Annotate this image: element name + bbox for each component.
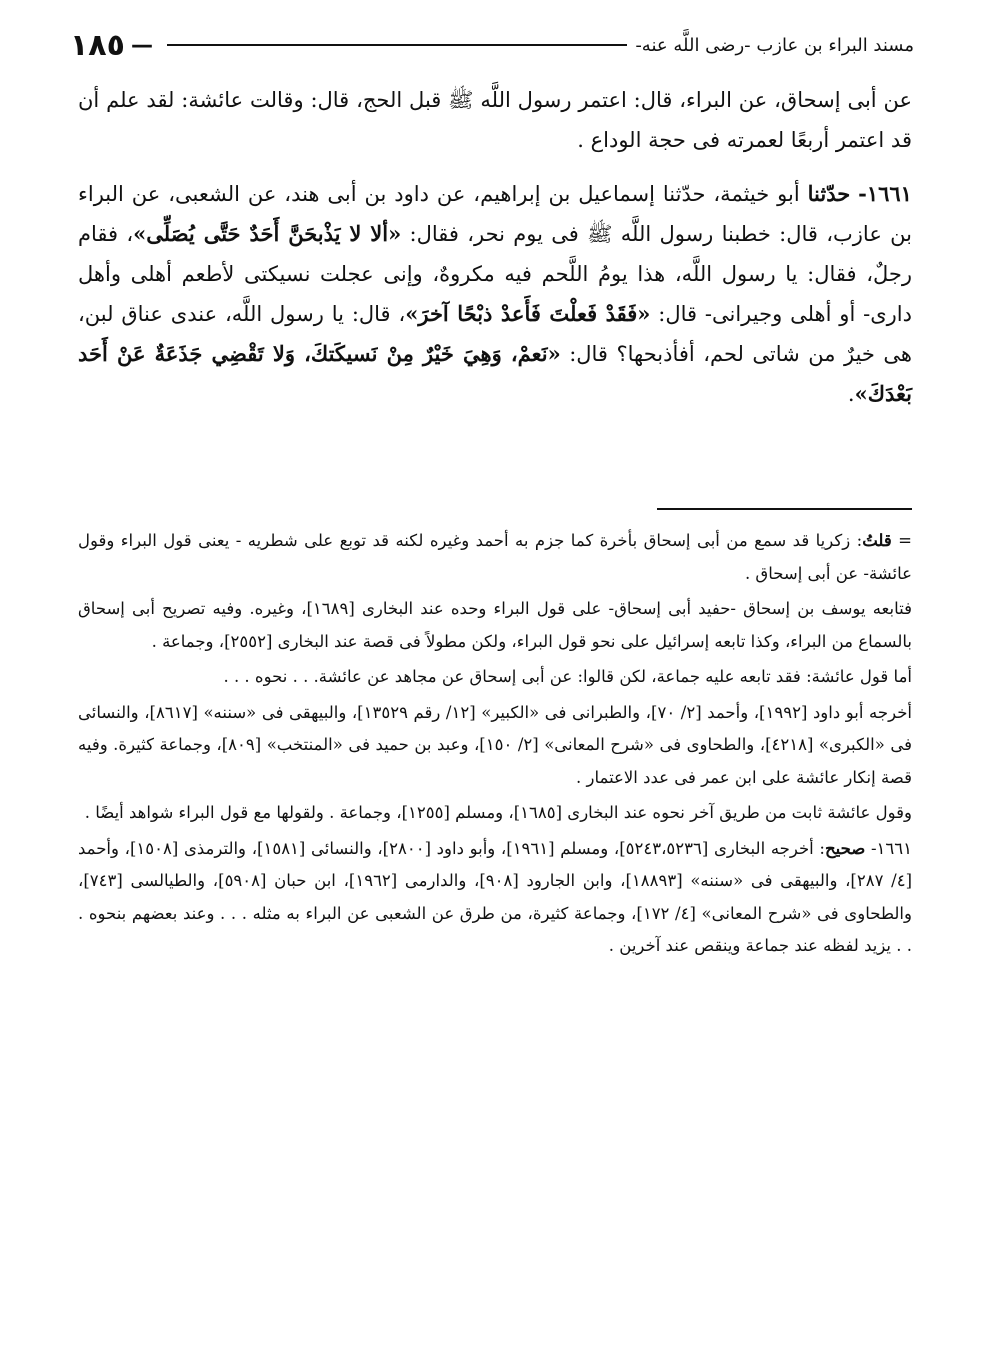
footnote-separator xyxy=(657,508,912,510)
footnote-6-text: : أخرجه البخارى [٥٢٤٣،٥٢٣٦]، ومسلم [١٩٦١]، وأبو داود [٢٨٠٠]، والنسائى [١٥٨١]، والترمذى [١٥٠٨]، وأحمد [٤/ ٢٨٧]، والبيهقى فى «سننه» [١٨٨٩٣]، وابن الجارود [٩٠٨]، والدارمى [١٩٦٢]، ابن حبان [٥٩٠٨]، والطيالسى [٧٤٣]، والطحاوى فى «شرح المعانى» [٤/ ١٧٢]، وجماعة كثيرة، من طرق عن الشعبى عن البراء به مثله . . . وعند بعضهم بنحوه . . . يزيد لفظه عند جماعة وينقص عند آخرين . xyxy=(78,838,913,955)
footnote-1 xyxy=(78,525,912,590)
footnote-2: فتابعه يوسف بن إسحاق -حفيد أبى إسحاق- على قول البراء وحده عند البخارى [١٦٨٩]، وغيره. وفيه تصريح أبى إسحاق بالسماع من البراء، وكذا تابعه إسرائيل على نحو قول البراء، ولكن مطولاً فى قصة عند البخارى [٢٥٥٢]، وجماعة . xyxy=(78,599,912,651)
end-mark: . xyxy=(847,382,855,406)
hadith-text-1: أبو خيثمة، حدّثنا إسماعيل بن إبراهيم، عن داود بن أبى هند، عن الشعبى، عن البراء بن عازب، قال: خطبنا رسول اللَّه ﷺ فى يوم نحر، فقال: xyxy=(78,182,912,246)
footnote-3: أما قول عائشة: فقد تابعه عليه جماعة، لكن قالوا: عن أبى إسحاق عن مجاهد عن عائشة. . . نحوه . . . xyxy=(223,667,912,686)
hadith-paragraph xyxy=(78,174,912,414)
footnote-4: أخرجه أبو داود [١٩٩٢]، وأحمد [٢/ ٧٠]، والطبرانى فى «الكبير» [١٢/ رقم ١٣٥٢٩]، والبيهقى فى «سننه» [٨٦١٧]، والنسائى فى «الكبرى» [٤٢١٨]، والطحاوى فى «شرح المعانى» [٢/ ١٥٠]، وعبد بن حميد فى «المنتخب» [٨٠٩]، وجماعة كثيرة. وفيه قصة إنكار عائشة على ابن عمر فى عدد الاعتمار . xyxy=(78,702,912,787)
footnote-6 xyxy=(78,833,912,963)
header-title: مسند البراء بن عازب -رضى اللَّه عنه- xyxy=(635,34,914,56)
page-number: ١٨٥ xyxy=(70,27,125,63)
footnote-1-text: : زكريا قد سمع من أبى إسحاق بأخرة كما جزم به أحمد وغيره لكنه قد توبع على شطريه - يعنى قول البراء وقول عائشة- عن أبى إسحاق . xyxy=(78,531,912,583)
hadith-haddathana: حدّثنا xyxy=(807,181,851,206)
prophet-quote-2: «فَقَدْ فَعلْتَ فَأَعدْ ذبْحًا آخرَ» xyxy=(405,301,651,326)
footnote-6-keyword: صحيح xyxy=(824,838,866,858)
prophet-quote-1: «ألا لا يَذْبحَنَّ أَحَدٌ حَتَّى يُصَلِّى» xyxy=(133,221,402,246)
prophet-quote-3: «نَعمْ، وَهِيَ خَيْرٌ مِنْ نَسيكَتكَ، وَلا تَقْضِي جَذَعَةٌ عَنْ أَحَد بَعْدَكَ» xyxy=(78,341,912,406)
footnote-1-prefix: = xyxy=(898,531,912,550)
main-text xyxy=(78,80,912,414)
hadith-text-2: ، فقام رجلٌ، فقال: يا رسول اللَّه، هذا يومُ اللَّحم فيه مكروهٌ، وإنى عجلت نسيكتى لأطعم أهلى وأهل دارى- أو أهلى وجيرانى- قال: xyxy=(78,222,912,326)
footnote-1-keyword: قلتُ xyxy=(862,531,892,550)
hadith-number: ١٦٦١- xyxy=(858,181,912,206)
intro-paragraph: عن أبى إسحاق، عن البراء، قال: اعتمر رسول اللَّه ﷺ قبل الحج، قال: وقالت عائشة: لقد علم أن قد اعتمر أربعًا لعمرته فى حجة الوداع . xyxy=(78,88,912,152)
running-header xyxy=(70,28,914,62)
hadith-text-3: ، قال: يا رسول اللَّه، عندى عناق لبن، هى خيرٌ من شاتى لحم، أفأذبحها؟ قال: xyxy=(78,302,912,366)
header-dash: — xyxy=(130,32,153,58)
footnotes xyxy=(78,525,912,966)
header-rule xyxy=(167,44,627,46)
footnote-6-number: ١٦٦١- xyxy=(870,838,912,858)
footnote-5: وقول عائشة ثابت من طريق آخر نحوه عند البخارى [١٦٨٥]، ومسلم [١٢٥٥]، وجماعة . ولقولها مع قول البراء شواهد أيضًا . xyxy=(84,803,912,822)
